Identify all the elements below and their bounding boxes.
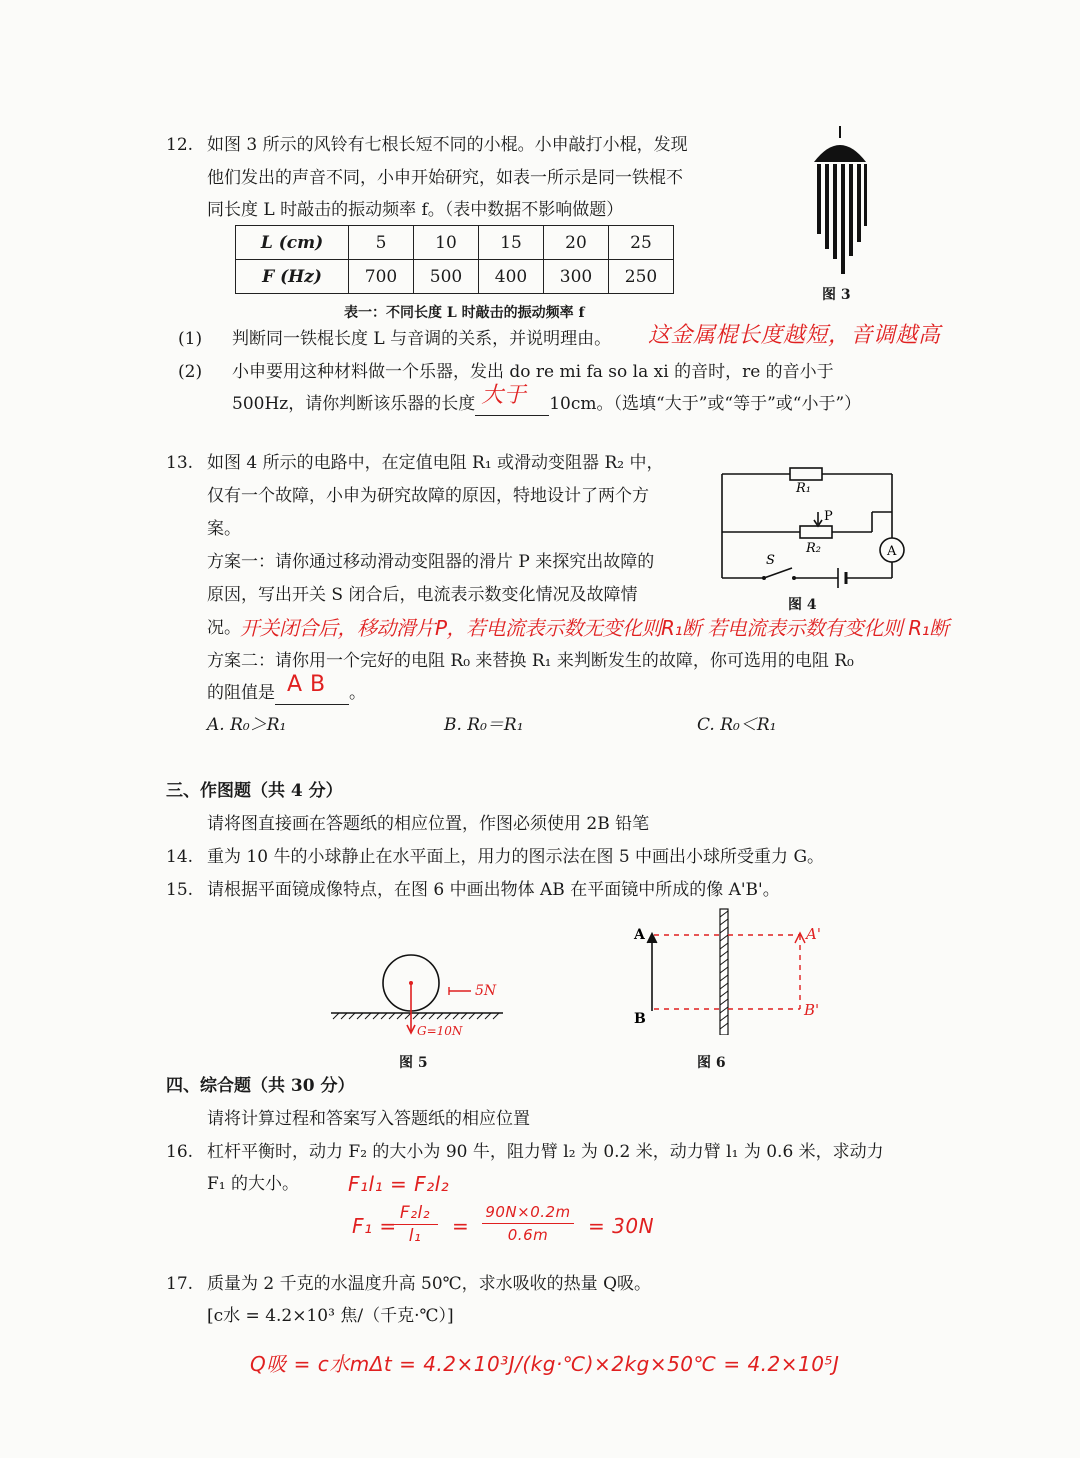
table-cell: 500 — [414, 260, 479, 294]
q12-sub2-line-2 — [232, 383, 862, 416]
section-4-title: 四、综合题（共 30 分） — [166, 1076, 355, 1096]
q12-sub2-text-post: 10cm。（选填“大于”或“等于”或“小于”） — [549, 394, 862, 414]
q13-option-a: A. R₀＞R₁ — [207, 715, 287, 735]
label-s: S — [766, 553, 775, 568]
table-cell: 25 — [609, 226, 674, 260]
table-cell: 400 — [479, 260, 544, 294]
q12-sub2-blank — [475, 383, 549, 416]
q16-work-lhs: F₁ = — [352, 1214, 397, 1238]
label-a-prime: A' — [806, 925, 821, 943]
q14-text: 重为 10 牛的小球静止在水平面上，用力的图示法在图 5 中画出小球所受重力 G。 — [207, 847, 825, 867]
q13-plan2-text-post: 。 — [349, 683, 366, 703]
wind-chime-figure — [800, 122, 880, 282]
q13-plan2-answer: A B — [287, 672, 326, 697]
resistor-r1 — [790, 468, 822, 480]
rheostat-r2 — [800, 526, 832, 538]
figure-3-caption: 图 3 — [822, 287, 851, 303]
table-cell: 20 — [544, 226, 609, 260]
q13-plan2-line-2 — [207, 672, 366, 705]
table-header-frequency: F (Hz) — [236, 260, 349, 294]
q14-number: 14. — [166, 847, 194, 867]
q13-plan1-answer: 开关闭合后，移动滑片P，若电流表示数无变化则R₁断 若电流表示数有变化则 R₁断 — [240, 616, 949, 640]
plane-mirror-figure — [628, 905, 838, 1035]
q12-sub2-label: (2) — [178, 362, 203, 382]
q13-option-c: C. R₀＜R₁ — [697, 715, 777, 735]
table-row — [236, 260, 674, 294]
table-caption: 表一：不同长度 L 时敲击的振动频率 f — [344, 305, 585, 321]
q16-line-2: F₁ 的大小。 — [207, 1174, 300, 1194]
circuit-diagram — [712, 462, 912, 592]
q16-fraction-1 — [392, 1203, 438, 1246]
q17-line-2: [c水 = 4.2×10³ 焦/（千克·℃）] — [207, 1306, 454, 1326]
label-b: B — [634, 1011, 646, 1027]
label-a: A — [634, 927, 645, 943]
q12-sub2-answer: 大于 — [481, 383, 527, 408]
q17-work: Q吸 = c水mΔt = 4.2×10³J/(kg·℃)×2kg×50℃ = 4.2×10⁵J — [250, 1352, 840, 1376]
q16-frac2-num: 90N×0.2m — [485, 1203, 571, 1221]
q13-plan1-end: 况。 — [207, 618, 241, 638]
q13-plan2-blank — [275, 672, 349, 705]
section-4-instruction: 请将计算过程和答案写入答题纸的相应位置 — [207, 1109, 530, 1129]
table-cell: 10 — [414, 226, 479, 260]
q17-number: 17. — [166, 1274, 194, 1294]
q13-plan1-line-1: 方案一：请你通过移动滑动变阻器的滑片 P 来探究出故障的 — [207, 552, 655, 572]
q16-frac1-num: F₂l₂ — [399, 1203, 431, 1223]
table-header-length: L (cm) — [236, 226, 349, 260]
q12-sub1-text: 判断同一铁棍长度 L 与音调的关系，并说明理由。 — [232, 329, 612, 349]
q16-work-line-1: F₁l₁ = F₂l₂ — [348, 1172, 450, 1196]
q12-line-1: 如图 3 所示的风铃有七根长短不同的小棍。小申敲打小棍，发现 — [207, 135, 688, 155]
q13-line-1: 如图 4 所示的电路中，在定值电阻 R₁ 或滑动变阻器 R₂ 中， — [207, 453, 664, 473]
q12-sub2-line-1: 小申要用这种材料做一个乐器，发出 do re mi fa so la xi 的音时，re 的音小于 — [232, 362, 834, 382]
figure-4-caption: 图 4 — [788, 597, 817, 613]
q17-line-1: 质量为 2 千克的水温度升高 50℃，求水吸收的热量 Q吸。 — [207, 1274, 652, 1294]
table-cell: 15 — [479, 226, 544, 260]
q12-line-3: 同长度 L 时敲击的振动频率 f。（表中数据不影响做题） — [207, 200, 624, 220]
q12-sub1-answer: 这金属棍长度越短，音调越高 — [648, 323, 941, 348]
q16-number: 16. — [166, 1142, 194, 1162]
table-cell: 300 — [544, 260, 609, 294]
label-r1: R₁ — [796, 481, 811, 496]
frequency-table — [235, 225, 674, 294]
q13-plan2-text-pre: 的阻值是 — [207, 683, 275, 703]
ball-on-surface-figure — [325, 945, 515, 1045]
q16-frac2-bar — [482, 1223, 574, 1224]
label-b-prime: B' — [804, 1001, 820, 1019]
label-p: P — [824, 509, 833, 524]
q13-number: 13. — [166, 453, 194, 473]
section-3-title: 三、作图题（共 4 分） — [166, 781, 343, 801]
q13-option-b: B. R₀＝R₁ — [444, 715, 524, 735]
q16-line-1: 杠杆平衡时，动力 F₂ 的大小为 90 牛，阻力臂 l₂ 为 0.2 米，动力臂 l₁ 为 0.6 米，求动力 — [207, 1142, 884, 1162]
q13-line-3: 案。 — [207, 519, 241, 539]
q13-plan1-line-2: 原因，写出开关 S 闭合后，电流表示数变化情况及故障情 — [207, 585, 638, 605]
q16-frac1-den: l₁ — [408, 1226, 422, 1246]
q12-sub2-text-pre: 500Hz，请你判断该乐器的长度 — [232, 394, 476, 414]
scale-label: 5N — [475, 983, 497, 999]
q15-text: 请根据平面镜成像特点，在图 6 中画出物体 AB 在平面镜中所成的像 A'B'。 — [207, 880, 780, 900]
table-row — [236, 226, 674, 260]
label-r2: R₂ — [806, 541, 821, 556]
q16-frac2-den: 0.6m — [507, 1226, 549, 1244]
q15-number: 15. — [166, 880, 194, 900]
q16-work-result: = 30N — [588, 1214, 655, 1238]
q12-line-2: 他们发出的声音不同，小申开始研究，如表一所示是同一铁棍不 — [207, 168, 683, 188]
q12-number: 12. — [166, 135, 194, 155]
figure-5-caption: 图 5 — [399, 1055, 428, 1071]
switch-s — [764, 568, 792, 578]
q13-line-2: 仅有一个故障，小申为研究故障的原因，特地设计了两个方 — [207, 486, 649, 506]
q13-plan2-line-1: 方案二：请你用一个完好的电阻 R₀ 来替换 R₁ 来判断发生的故障，你可选用的电阻 R₀ — [207, 651, 854, 671]
section-3-instruction: 请将图直接画在答题纸的相应位置，作图必须使用 2B 铅笔 — [207, 814, 650, 834]
q16-frac1-bar — [392, 1224, 438, 1225]
table-cell: 250 — [609, 260, 674, 294]
q16-fraction-2 — [482, 1203, 574, 1244]
label-ammeter: A — [887, 544, 897, 559]
q16-work-eq: = — [452, 1214, 470, 1238]
table-cell: 700 — [349, 260, 414, 294]
table-cell: 5 — [349, 226, 414, 260]
q12-sub1-label: (1) — [178, 329, 203, 349]
figure-6-caption: 图 6 — [697, 1055, 726, 1071]
force-label: G=10N — [417, 1024, 463, 1038]
